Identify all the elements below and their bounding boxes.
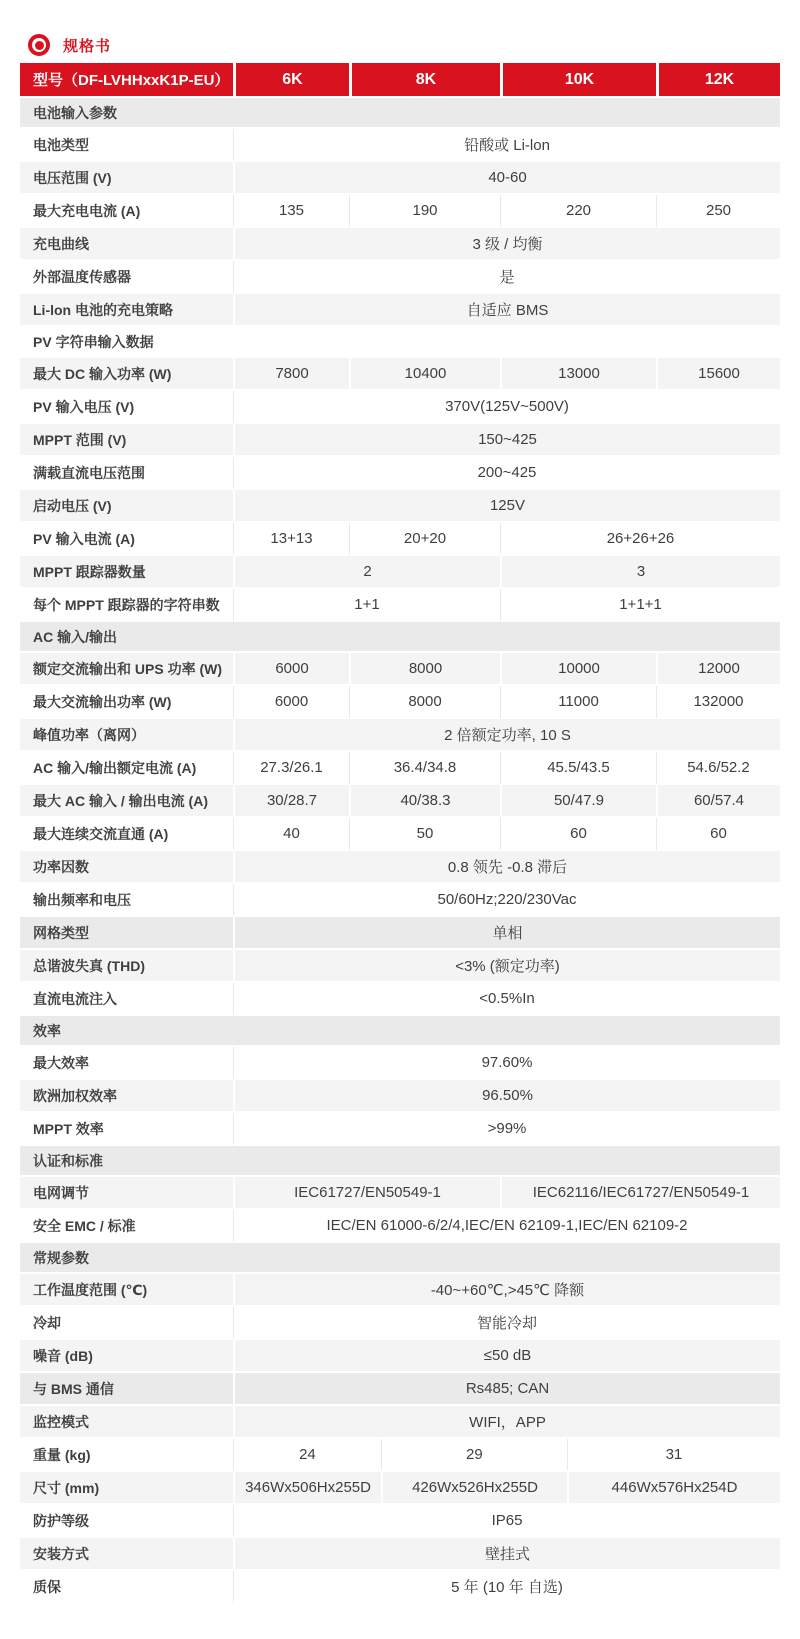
spec-label: 工作温度范围 (℃) bbox=[20, 1274, 233, 1307]
spec-value: 135 bbox=[233, 195, 349, 228]
section-row bbox=[20, 1243, 780, 1274]
spec-label: 满载直流电压范围 bbox=[20, 457, 233, 490]
section-row bbox=[20, 1146, 780, 1177]
spec-value: 6000 bbox=[233, 653, 349, 686]
spec-row bbox=[20, 1538, 780, 1571]
column-header-12k: 12K bbox=[656, 63, 780, 98]
spec-value: 是 bbox=[233, 261, 780, 294]
section-row bbox=[20, 1016, 780, 1047]
spec-value: 5 年 (10 年 自选) bbox=[233, 1571, 780, 1604]
spec-value: 自适应 BMS bbox=[233, 294, 780, 327]
spec-value: 20+20 bbox=[349, 523, 500, 556]
spec-row bbox=[20, 490, 780, 523]
spec-row bbox=[20, 556, 780, 589]
spec-value: 1+1+1 bbox=[500, 589, 780, 622]
spec-value: 15600 bbox=[656, 358, 780, 391]
spec-value: 50/47.9 bbox=[500, 785, 656, 818]
spec-label: 功率因数 bbox=[20, 851, 233, 884]
spec-value: 12000 bbox=[656, 653, 780, 686]
model-label: 型号（DF-LVHHxxK1P-EU） bbox=[20, 63, 233, 98]
section-label: PV 字符串输入数据 bbox=[20, 327, 780, 358]
spec-label: 与 BMS 通信 bbox=[20, 1373, 233, 1406]
spec-label: 防护等级 bbox=[20, 1505, 233, 1538]
spec-row bbox=[20, 195, 780, 228]
spec-row bbox=[20, 1439, 780, 1472]
spec-row bbox=[20, 1571, 780, 1604]
model-header-row bbox=[20, 63, 780, 98]
spec-value: 45.5/43.5 bbox=[500, 752, 656, 785]
spec-value: 190 bbox=[349, 195, 500, 228]
spec-row bbox=[20, 686, 780, 719]
spec-row bbox=[20, 162, 780, 195]
ring-dot-icon bbox=[28, 34, 50, 56]
column-header-8k: 8K bbox=[349, 63, 500, 98]
spec-row bbox=[20, 1047, 780, 1080]
spec-label: 额定交流输出和 UPS 功率 (W) bbox=[20, 653, 233, 686]
spec-value: WIFI，APP bbox=[233, 1406, 780, 1439]
spec-row bbox=[20, 1340, 780, 1373]
spec-label: 电网调节 bbox=[20, 1177, 233, 1210]
spec-value: 智能冷却 bbox=[233, 1307, 780, 1340]
spec-row bbox=[20, 457, 780, 490]
spec-value: 132000 bbox=[656, 686, 780, 719]
spec-label: 安装方式 bbox=[20, 1538, 233, 1571]
spec-value: 2 倍额定功率, 10 S bbox=[233, 719, 780, 752]
spec-row bbox=[20, 523, 780, 556]
spec-value: 346Wx506Hx255D bbox=[245, 1479, 371, 1496]
spec-label: PV 输入电流 (A) bbox=[20, 523, 233, 556]
spec-label: 最大 DC 输入功率 (W) bbox=[20, 358, 233, 391]
spec-value-group bbox=[233, 1472, 780, 1505]
spec-value: 11000 bbox=[500, 686, 656, 719]
spec-row bbox=[20, 653, 780, 686]
spec-label: 每个 MPPT 跟踪器的字符串数 bbox=[20, 589, 233, 622]
spec-row bbox=[20, 1210, 780, 1243]
spec-row bbox=[20, 1373, 780, 1406]
spec-value: 壁挂式 bbox=[233, 1538, 780, 1571]
spec-label: 直流电流注入 bbox=[20, 983, 233, 1016]
spec-label: 外部温度传感器 bbox=[20, 261, 233, 294]
spec-label: 电压范围 (V) bbox=[20, 162, 233, 195]
spec-value: IEC61727/EN50549-1 bbox=[233, 1177, 500, 1210]
spec-label: 峰值功率（离网） bbox=[20, 719, 233, 752]
spec-label: 尺寸 (mm) bbox=[20, 1472, 233, 1505]
spec-value: 36.4/34.8 bbox=[349, 752, 500, 785]
spec-row bbox=[20, 358, 780, 391]
spec-label: AC 输入/输出额定电流 (A) bbox=[20, 752, 233, 785]
spec-row bbox=[20, 818, 780, 851]
spec-value: 0.8 领先 -0.8 滞后 bbox=[233, 851, 780, 884]
spec-label: 启动电压 (V) bbox=[20, 490, 233, 523]
spec-value: 3 bbox=[500, 556, 780, 589]
spec-label: Li-lon 电池的充电策略 bbox=[20, 294, 233, 327]
spec-label: 噪音 (dB) bbox=[20, 1340, 233, 1373]
spec-label: 总谐波失真 (THD) bbox=[20, 950, 233, 983]
spec-label: 最大充电电流 (A) bbox=[20, 195, 233, 228]
section-label: 电池输入参数 bbox=[20, 98, 780, 129]
spec-value: >99% bbox=[233, 1113, 780, 1146]
spec-row bbox=[20, 129, 780, 162]
spec-value: 50 bbox=[349, 818, 500, 851]
spec-label: 冷却 bbox=[20, 1307, 233, 1340]
spec-row bbox=[20, 917, 780, 950]
spec-value: 60/57.4 bbox=[656, 785, 780, 818]
spec-label: 安全 EMC / 标准 bbox=[20, 1210, 233, 1243]
spec-row bbox=[20, 1505, 780, 1538]
section-label: 效率 bbox=[20, 1016, 780, 1047]
spec-value: 220 bbox=[500, 195, 656, 228]
spec-value: 60 bbox=[500, 818, 656, 851]
spec-row bbox=[20, 391, 780, 424]
spec-value: 370V(125V~500V) bbox=[233, 391, 780, 424]
spec-row bbox=[20, 589, 780, 622]
spec-value: 60 bbox=[656, 818, 780, 851]
spec-row bbox=[20, 1274, 780, 1307]
spec-value: 426Wx526Hx255D bbox=[381, 1472, 567, 1503]
spec-label: 最大连续交流直通 (A) bbox=[20, 818, 233, 851]
spec-value: 3 级 / 均衡 bbox=[233, 228, 780, 261]
spec-value: 10000 bbox=[500, 653, 656, 686]
spec-row bbox=[20, 884, 780, 917]
spec-row bbox=[20, 785, 780, 818]
spec-row bbox=[20, 1472, 780, 1505]
spec-label: MPPT 跟踪器数量 bbox=[20, 556, 233, 589]
spec-label: 网格类型 bbox=[20, 917, 233, 950]
spec-value: 150~425 bbox=[233, 424, 780, 457]
spec-row bbox=[20, 983, 780, 1016]
spec-value: IEC62116/IEC61727/EN50549-1 bbox=[500, 1177, 780, 1210]
spec-value: 40-60 bbox=[233, 162, 780, 195]
doc-title-row bbox=[28, 32, 780, 58]
spec-value: 54.6/52.2 bbox=[656, 752, 780, 785]
spec-label: 欧洲加权效率 bbox=[20, 1080, 233, 1113]
spec-label: 重量 (kg) bbox=[20, 1439, 233, 1472]
spec-row bbox=[20, 950, 780, 983]
spec-value: 13+13 bbox=[233, 523, 349, 556]
spec-label: 监控模式 bbox=[20, 1406, 233, 1439]
spec-value: 27.3/26.1 bbox=[233, 752, 349, 785]
spec-value: 26+26+26 bbox=[500, 523, 780, 556]
spec-label: 最大效率 bbox=[20, 1047, 233, 1080]
spec-value: 125V bbox=[233, 490, 780, 523]
spec-value: -40~+60℃,>45℃ 降额 bbox=[233, 1274, 780, 1307]
section-label: 常规参数 bbox=[20, 1243, 780, 1274]
spec-row bbox=[20, 228, 780, 261]
spec-label: PV 输入电压 (V) bbox=[20, 391, 233, 424]
spec-label: 充电曲线 bbox=[20, 228, 233, 261]
spec-value: 200~425 bbox=[233, 457, 780, 490]
spec-value: 31 bbox=[567, 1439, 780, 1470]
spec-label: 最大 AC 输入 / 输出电流 (A) bbox=[20, 785, 233, 818]
spec-value: 铅酸或 Li-lon bbox=[233, 129, 780, 162]
spec-value: Rs485; CAN bbox=[233, 1373, 780, 1406]
spec-label: MPPT 效率 bbox=[20, 1113, 233, 1146]
spec-value: 10400 bbox=[349, 358, 500, 391]
spec-value: 1+1 bbox=[233, 589, 500, 622]
spec-value: 30/28.7 bbox=[233, 785, 349, 818]
section-row bbox=[20, 327, 780, 358]
spec-row bbox=[20, 752, 780, 785]
spec-value: 50/60Hz;220/230Vac bbox=[233, 884, 780, 917]
section-label: 认证和标准 bbox=[20, 1146, 780, 1177]
spec-value: 7800 bbox=[233, 358, 349, 391]
spec-value: 40 bbox=[233, 818, 349, 851]
spec-value: 29 bbox=[381, 1439, 567, 1470]
page-title: 规格书 bbox=[63, 37, 112, 55]
spec-value: 8000 bbox=[349, 653, 500, 686]
spec-label: MPPT 范围 (V) bbox=[20, 424, 233, 457]
spec-row bbox=[20, 424, 780, 457]
spec-row bbox=[20, 1177, 780, 1210]
spec-value: 446Wx576Hx254D bbox=[567, 1472, 780, 1503]
spec-value-group bbox=[233, 1439, 780, 1472]
column-header-6k: 6K bbox=[233, 63, 349, 98]
spec-value: 250 bbox=[656, 195, 780, 228]
spec-value: 单相 bbox=[233, 917, 780, 950]
spec-row bbox=[20, 1080, 780, 1113]
section-label: AC 输入/输出 bbox=[20, 622, 780, 653]
spec-value: 8000 bbox=[349, 686, 500, 719]
spec-row bbox=[20, 261, 780, 294]
spec-row bbox=[20, 1113, 780, 1146]
spec-row bbox=[20, 1307, 780, 1340]
spec-value: IEC/EN 61000-6/2/4,IEC/EN 62109-1,IEC/EN 62109-2 bbox=[233, 1210, 780, 1243]
spec-row bbox=[20, 294, 780, 327]
spec-value: 13000 bbox=[500, 358, 656, 391]
spec-row bbox=[20, 851, 780, 884]
spec-value: 97.60% bbox=[233, 1047, 780, 1080]
spec-label: 最大交流输出功率 (W) bbox=[20, 686, 233, 719]
spec-label: 质保 bbox=[20, 1571, 233, 1604]
spec-value: ≤50 dB bbox=[233, 1340, 780, 1373]
spec-value: <3% (额定功率) bbox=[233, 950, 780, 983]
spec-value: IP65 bbox=[233, 1505, 780, 1538]
spec-value: 96.50% bbox=[233, 1080, 780, 1113]
spec-label: 输出频率和电压 bbox=[20, 884, 233, 917]
spec-value: 24 bbox=[299, 1446, 316, 1463]
spec-value: 6000 bbox=[233, 686, 349, 719]
spec-value: 40/38.3 bbox=[349, 785, 500, 818]
spec-row bbox=[20, 719, 780, 752]
spec-value: 2 bbox=[233, 556, 500, 589]
section-row bbox=[20, 98, 780, 129]
spec-value: <0.5%In bbox=[233, 983, 780, 1016]
spec-label: 电池类型 bbox=[20, 129, 233, 162]
spec-row bbox=[20, 1406, 780, 1439]
spec-table bbox=[20, 63, 780, 1604]
column-header-10k: 10K bbox=[500, 63, 656, 98]
section-row bbox=[20, 622, 780, 653]
